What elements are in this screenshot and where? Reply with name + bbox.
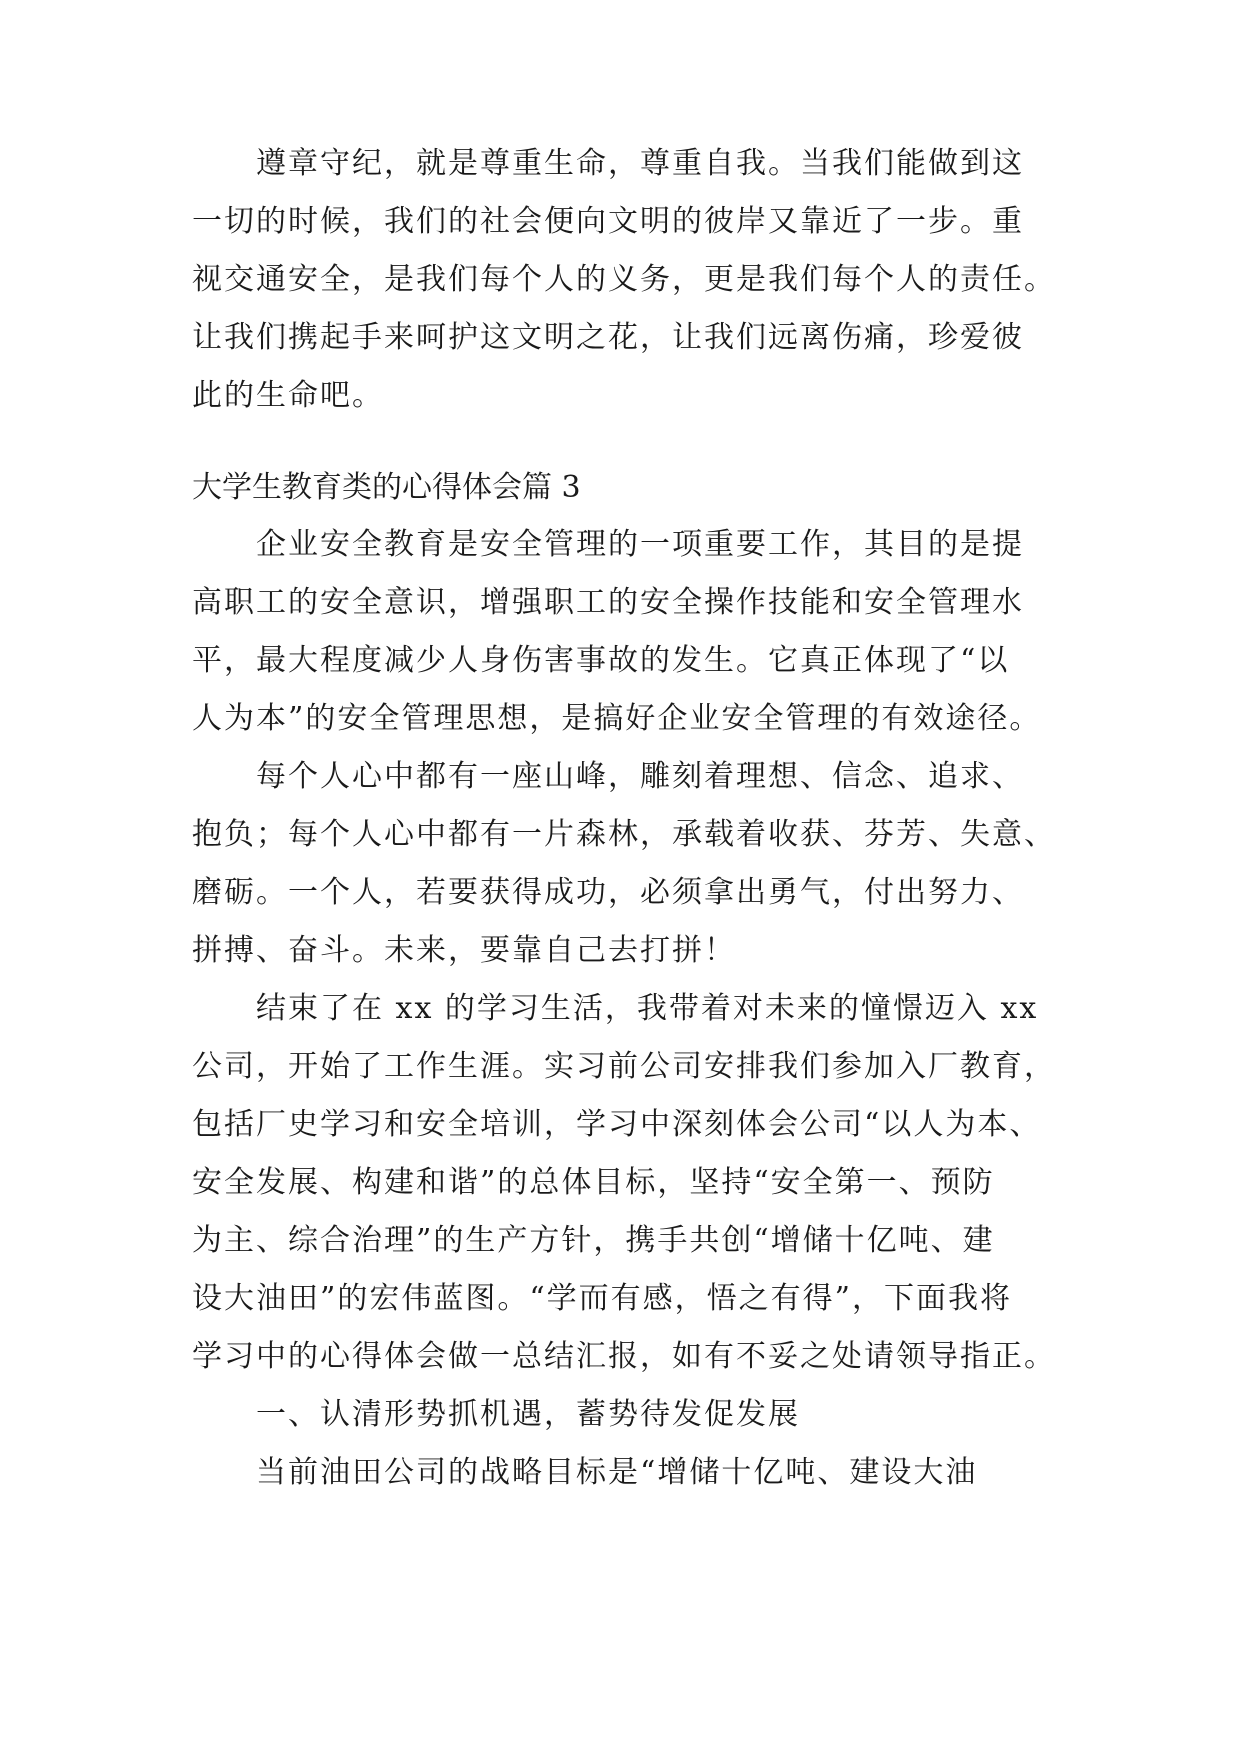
paragraph-line: 结束了在 xx 的学习生活，我带着对未来的憧憬迈入 xx bbox=[256, 991, 1039, 1026]
paragraph-line: 当前油田公司的战略目标是“增储十亿吨、建设大油 bbox=[256, 1455, 978, 1490]
paragraph-line: 视交通安全，是我们每个人的义务，更是我们每个人的责任。 bbox=[192, 262, 1056, 297]
paragraph-line: 高职工的安全意识，增强职工的安全操作技能和安全管理水 bbox=[192, 585, 1024, 620]
paragraph-line: 拼搏、奋斗。未来，要靠自己去打拼！ bbox=[192, 933, 736, 968]
paragraph-line: 每个人心中都有一座山峰，雕刻着理想、信念、追求、 bbox=[256, 759, 1024, 794]
paragraph-line: 平，最大程度减少人身伤害事故的发生。它真正体现了“以 bbox=[192, 643, 1010, 678]
paragraph-line: 让我们携起手来呵护这文明之花，让我们远离伤痛，珍爱彼 bbox=[192, 320, 1024, 355]
paragraph-line: 企业安全教育是安全管理的一项重要工作，其目的是提 bbox=[256, 527, 1024, 562]
paragraph-line: 包括厂史学习和安全培训，学习中深刻体会公司“以人为本、 bbox=[192, 1107, 1042, 1142]
section-heading: 大学生教育类的心得体会篇 3 bbox=[192, 470, 581, 505]
subheading-line: 一、认清形势抓机遇，蓄势待发促发展 bbox=[256, 1397, 800, 1432]
paragraph-line: 设大油田”的宏伟蓝图。“学而有感，悟之有得”，下面我将 bbox=[192, 1281, 1013, 1316]
paragraph-line: 人为本”的安全管理思想，是搞好企业安全管理的有效途径。 bbox=[192, 701, 1042, 736]
paragraph-line: 抱负；每个人心中都有一片森林，承载着收获、芬芳、失意、 bbox=[192, 817, 1056, 852]
paragraph-line: 公司，开始了工作生涯。实习前公司安排我们参加入厂教育， bbox=[192, 1049, 1056, 1084]
paragraph-line: 一切的时候，我们的社会便向文明的彼岸又靠近了一步。重 bbox=[192, 204, 1024, 239]
paragraph-line: 遵章守纪，就是尊重生命，尊重自我。当我们能做到这 bbox=[256, 146, 1024, 181]
paragraph-line: 此的生命吧。 bbox=[192, 378, 384, 413]
paragraph-line: 为主、综合治理”的生产方针，携手共创“增储十亿吨、建 bbox=[192, 1223, 995, 1258]
paragraph-line: 安全发展、构建和谐”的总体目标，坚持“安全第一、预防 bbox=[192, 1165, 995, 1200]
paragraph-line: 磨砺。一个人，若要获得成功，必须拿出勇气，付出努力、 bbox=[192, 875, 1024, 910]
paragraph-line: 学习中的心得体会做一总结汇报，如有不妥之处请领导指正。 bbox=[192, 1339, 1056, 1374]
